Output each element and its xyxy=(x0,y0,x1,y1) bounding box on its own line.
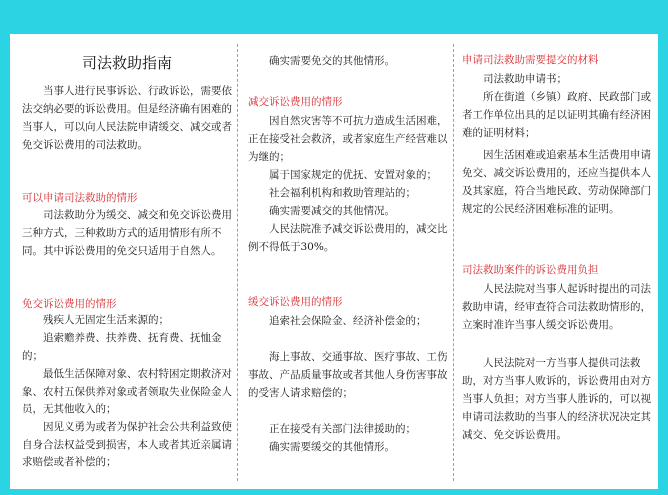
section-heading: 减交诉讼费用的情形 xyxy=(248,96,343,108)
intro-paragraph: 当事人进行民事诉讼、行政诉讼，需要依法交纳必要的诉讼费用。但是经济确有困难的当事人，可以向人民法院申请缓交、减交或者免交诉讼费用的司法救助。 xyxy=(22,85,232,151)
section-heading: 司法救助案件的诉讼费用负担 xyxy=(462,264,599,276)
list-item: 确实需要缓交的其他情形。 xyxy=(269,441,395,453)
list-item: 残疾人无固定生活来源的； xyxy=(43,314,169,326)
section-heading: 缓交诉讼费用的情形 xyxy=(248,296,343,308)
page-title: 司法救助指南 xyxy=(81,54,172,72)
list-item: 属于国家规定的优抚、安置对象的； xyxy=(269,169,437,181)
list-item: 所在街道（乡镇）政府、民政部门或者工作单位出具的足以证明其确有经济困难的证明材料； xyxy=(462,91,651,139)
section-heading: 可以申请司法救助的情形 xyxy=(22,192,138,204)
section-heading: 申请司法救助需要提交的材料 xyxy=(462,54,599,66)
list-item: 因见义勇为或者为保护社会公共利益致使自身合法权益受到损害，本人或者其近亲属请求赔偿或者补偿的； xyxy=(22,421,232,468)
left-border xyxy=(0,34,10,495)
column-divider xyxy=(453,44,454,481)
column-1 xyxy=(22,0,232,495)
list-item: 确实需要减交的其他情况。 xyxy=(269,205,395,217)
list-item: 社会福利机构和救助管理站的； xyxy=(269,187,416,199)
list-item: 正在接受有关部门法律援助的； xyxy=(269,423,416,435)
column-2 xyxy=(248,0,448,495)
right-border xyxy=(658,34,668,495)
section-heading: 免交诉讼费用的情形 xyxy=(22,298,117,310)
list-item: 追索赡养费、扶养费、抚育费、抚恤金的； xyxy=(22,332,222,362)
list-item: 追索社会保险金、经济补偿金的； xyxy=(269,315,427,327)
paragraph: 确实需要免交的其他情形。 xyxy=(269,55,395,67)
list-item: 人民法院准予减交诉讼费用的，减交比例不得低于30%。 xyxy=(248,223,448,253)
column-divider xyxy=(237,44,238,481)
column-3 xyxy=(462,0,658,495)
list-item: 最低生活保障对象、农村特困定期救济对象、农村五保供养对象或者领取失业保险金人员，无其他收入的； xyxy=(22,368,232,415)
list-item: 因生活困难或追索基本生活费用申请免交、减交诉讼费用的，还应当提供本人及其家庭，符合当地民政、劳动保障部门规定的公民经济困难标准的证明。 xyxy=(462,149,651,215)
list-item: 司法救助申请书； xyxy=(483,73,567,85)
list-item: 人民法院对一方当事人提供司法救助，对方当事人败诉的，诉讼费用由对方当事人负担；对方当事人胜诉的，可以视申请司法救助的当事人的经济状况决定其减交、免交诉讼费用。 xyxy=(462,357,651,441)
list-item: 因自然灾害等不可抗力造成生活困难，正在接受社会救济，或者家庭生产经营难以为继的； xyxy=(248,115,448,163)
paragraph: 司法救助分为缓交、减交和免交诉讼费用三种方式，三种救助方式的适用情形有所不同。其中诉讼费用的免交只适用于自然人。 xyxy=(22,209,232,257)
list-item: 人民法院对当事人起诉时提出的司法救助申请，经审查符合司法救助情形的，立案时准许当事人缓交诉讼费用。 xyxy=(462,283,651,331)
list-item: 海上事故、交通事故、医疗事故、工伤事故、产品质量事故或者其他人身伤害事故的受害人请求赔偿的； xyxy=(248,351,448,399)
